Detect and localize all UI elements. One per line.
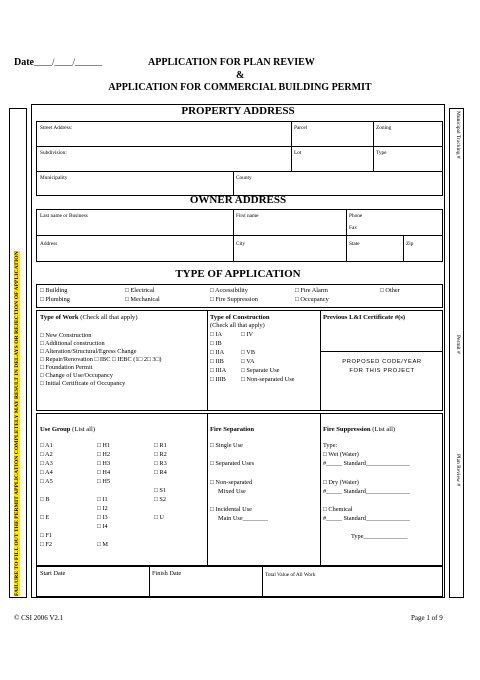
work-alteration-checkbox[interactable]: □ Alteration/Structural/Egress Change bbox=[40, 348, 137, 355]
separation-main-use-field[interactable]: Main Use________ bbox=[218, 515, 268, 522]
use-group-a1-checkbox[interactable]: □ A1 bbox=[40, 442, 53, 449]
construction-iv-checkbox[interactable]: □ IV bbox=[241, 331, 254, 338]
app-type-electrical-checkbox[interactable]: □ Electrical bbox=[125, 287, 155, 294]
use-group-i2-checkbox[interactable]: □ I2 bbox=[97, 505, 108, 512]
separation-mixed-use-label: Mixed Use bbox=[218, 488, 246, 495]
app-type-plumbing-checkbox[interactable]: □ Plumbing bbox=[40, 296, 70, 303]
dates-row bbox=[36, 566, 443, 597]
copyright-text: © CSI 2006 V2.1 bbox=[14, 614, 64, 622]
suppression-chemical-checkbox[interactable]: □ Chemical bbox=[323, 506, 353, 513]
use-group-r2-checkbox[interactable]: □ R2 bbox=[154, 451, 167, 458]
use-group-h5-checkbox[interactable]: □ H5 bbox=[97, 478, 111, 485]
use-group-s1-checkbox[interactable]: □ S1 bbox=[154, 487, 167, 494]
use-group-i4-checkbox[interactable]: □ I4 bbox=[97, 523, 108, 530]
finish-date-field[interactable]: Finish Date bbox=[152, 570, 182, 577]
construction-subtitle: (Check all that apply) bbox=[210, 322, 265, 329]
fire-separation-title: Fire Separation bbox=[210, 426, 255, 433]
date-blank: ____/____/______ bbox=[34, 57, 103, 67]
street-address-field[interactable]: Street Address: bbox=[40, 125, 73, 131]
owner-section-title: OWNER ADDRESS bbox=[189, 194, 287, 206]
use-group-a2-checkbox[interactable]: □ A2 bbox=[40, 451, 53, 458]
parcel-field[interactable]: Parcel bbox=[294, 125, 308, 131]
construction-non-separated-checkbox[interactable]: □ Non-separated Use bbox=[241, 376, 295, 383]
owner-address-field[interactable]: Address bbox=[40, 241, 58, 247]
owner-grid bbox=[36, 209, 443, 262]
work-foundation-permit-checkbox[interactable]: □ Foundation Permit bbox=[40, 364, 93, 371]
use-group-r4-checkbox[interactable]: □ R4 bbox=[154, 469, 167, 476]
property-grid bbox=[36, 121, 443, 196]
app-type-accessibility-checkbox[interactable]: □ Accessibility bbox=[210, 287, 248, 294]
use-group-a4-checkbox[interactable]: □ A4 bbox=[40, 469, 53, 476]
left-warning-text: FAILURE TO FILL OUT THE PERMIT APPLICATION COMPLETELY MAY RESULT IN DELAYS OR REJECTION OF APPLICATION bbox=[14, 251, 20, 596]
left-warning-strip bbox=[9, 108, 27, 598]
separation-single-use-checkbox[interactable]: □ Single Use bbox=[210, 442, 243, 449]
lot-field[interactable]: Lot bbox=[294, 150, 302, 156]
form-frame bbox=[31, 104, 445, 598]
suppression-dry-standard-field[interactable]: #_____ Standard______________ bbox=[323, 488, 410, 495]
use-group-a5-checkbox[interactable]: □ A5 bbox=[40, 478, 53, 485]
suppression-wet-standard-field[interactable]: #_____ Standard______________ bbox=[323, 460, 410, 467]
app-type-building-checkbox[interactable]: □ Building bbox=[40, 287, 68, 294]
date-label: Date bbox=[14, 57, 34, 68]
total-value-field[interactable]: Total Value of All Work bbox=[265, 572, 316, 578]
title-line1: APPLICATION FOR PLAN REVIEW bbox=[148, 57, 315, 68]
type-field[interactable]: Type bbox=[376, 150, 387, 156]
use-group-r3-checkbox[interactable]: □ R3 bbox=[154, 460, 167, 467]
separation-incidental-use-checkbox[interactable]: □ Incidental Use bbox=[210, 506, 252, 513]
suppression-type-label: Type: bbox=[323, 442, 338, 449]
construction-ia-checkbox[interactable]: □ IA bbox=[210, 331, 223, 338]
municipal-tracking-label: Municipal Tracking # bbox=[455, 111, 461, 159]
plan-review-label: Plan Review # bbox=[455, 454, 461, 487]
use-group-a3-checkbox[interactable]: □ A3 bbox=[40, 460, 53, 467]
owner-city-field[interactable]: City bbox=[236, 241, 246, 247]
use-group-h4-checkbox[interactable]: □ H4 bbox=[97, 469, 111, 476]
use-group-i3-checkbox[interactable]: □ I3 bbox=[97, 514, 108, 521]
date-field[interactable] bbox=[14, 57, 102, 68]
suppression-type-field[interactable]: Type______________ bbox=[351, 533, 408, 540]
suppression-dry-checkbox[interactable]: □ Dry (Water) bbox=[323, 479, 359, 486]
owner-phone-field[interactable]: Phone bbox=[349, 213, 363, 219]
use-group-u-checkbox[interactable]: □ U bbox=[154, 514, 164, 521]
app-type-section-title: TYPE OF APPLICATION bbox=[175, 268, 301, 280]
suppression-chemical-standard-field[interactable]: #_____ Standard______________ bbox=[323, 515, 410, 522]
proposed-code-label: PROPOSED CODE/YEAR FOR THIS PROJECT bbox=[342, 359, 422, 374]
work-additional-construction-checkbox[interactable]: □ Additional construction bbox=[40, 340, 105, 347]
property-section-title: PROPERTY ADDRESS bbox=[181, 105, 295, 117]
use-group-m-checkbox[interactable]: □ M bbox=[97, 541, 108, 548]
separation-non-separated-checkbox[interactable]: □ Non-separated bbox=[210, 479, 253, 486]
municipality-field[interactable]: Municipality bbox=[40, 175, 68, 181]
page-number: Page 1 of 9 bbox=[411, 614, 443, 622]
zoning-field[interactable]: Zoning bbox=[376, 125, 392, 131]
suppression-wet-checkbox[interactable]: □ Wet (Water) bbox=[323, 451, 359, 458]
construction-vb-checkbox[interactable]: □ VB bbox=[241, 349, 256, 356]
owner-first-name-field[interactable]: First name bbox=[236, 213, 259, 219]
use-group-i1-checkbox[interactable]: □ I1 bbox=[97, 496, 108, 503]
use-group-box bbox=[36, 413, 443, 566]
start-date-field[interactable]: Start Date bbox=[40, 570, 66, 577]
construction-iiia-checkbox[interactable]: □ IIIA bbox=[210, 367, 227, 374]
use-group-h3-checkbox[interactable]: □ H3 bbox=[97, 460, 111, 467]
use-group-e-checkbox[interactable]: □ E bbox=[40, 514, 50, 521]
construction-iiib-checkbox[interactable]: □ IIIB bbox=[210, 376, 226, 383]
owner-zip-field[interactable]: Zip bbox=[406, 241, 414, 247]
use-group-s2-checkbox[interactable]: □ S2 bbox=[154, 496, 167, 503]
use-group-r1-checkbox[interactable]: □ R1 bbox=[154, 442, 167, 449]
construction-iia-checkbox[interactable]: □ IIA bbox=[210, 349, 225, 356]
subdivision-field[interactable]: Subdivision: bbox=[40, 150, 67, 156]
right-tracking-strip bbox=[449, 108, 464, 598]
owner-last-name-field[interactable]: Last name or Business bbox=[40, 213, 88, 219]
work-change-of-use-checkbox[interactable]: □ Change of Use/Occupancy bbox=[40, 372, 113, 379]
app-type-occupancy-checkbox[interactable]: □ Occupancy bbox=[295, 296, 329, 303]
construction-title: Type of Construction bbox=[210, 314, 270, 321]
app-type-other-checkbox[interactable]: □ Other bbox=[380, 287, 400, 294]
title-ampersand: & bbox=[236, 70, 245, 81]
certificate-title: Previous L&I Certificate #(s) bbox=[323, 314, 406, 321]
use-group-b-checkbox[interactable]: □ B bbox=[40, 496, 50, 503]
work-repair-renovation-checkbox[interactable]: □ Repair/Renovation □ IBC □ IEBC (1□ 2□ 3□) bbox=[40, 356, 162, 363]
app-type-box bbox=[36, 284, 443, 308]
title-line2: APPLICATION FOR COMMERCIAL BUILDING PERMIT bbox=[108, 82, 372, 93]
app-type-fire-suppression-checkbox[interactable]: □ Fire Suppression bbox=[210, 296, 258, 303]
use-group-f1-checkbox[interactable]: □ F1 bbox=[40, 532, 53, 539]
work-initial-certificate-checkbox[interactable]: □ Initial Certificate of Occupancy bbox=[40, 380, 126, 387]
owner-state-field[interactable]: State bbox=[349, 241, 360, 247]
work-title: Type of Work (Check all that apply) bbox=[40, 314, 138, 321]
use-group-h1-checkbox[interactable]: □ H1 bbox=[97, 442, 111, 449]
use-group-f2-checkbox[interactable]: □ F2 bbox=[40, 541, 53, 548]
work-box bbox=[36, 310, 443, 411]
construction-separate-use-checkbox[interactable]: □ Separate Use bbox=[241, 367, 280, 374]
owner-fax-field[interactable]: Fax bbox=[349, 225, 357, 231]
use-group-h2-checkbox[interactable]: □ H2 bbox=[97, 451, 111, 458]
construction-iib-checkbox[interactable]: □ IIB bbox=[210, 358, 224, 365]
app-type-fire-alarm-checkbox[interactable]: □ Fire Alarm bbox=[295, 287, 328, 294]
app-type-mechanical-checkbox[interactable]: □ Mechanical bbox=[125, 296, 160, 303]
fire-suppression-title: Fire Suppression (List all) bbox=[323, 426, 396, 433]
use-group-title: Use Group (List all) bbox=[40, 426, 96, 433]
county-field[interactable]: County bbox=[236, 175, 252, 181]
separation-separated-uses-checkbox[interactable]: □ Separated Uses bbox=[210, 460, 255, 467]
construction-ib-checkbox[interactable]: □ IB bbox=[210, 340, 222, 347]
work-new-construction-checkbox[interactable]: □ New Construction bbox=[40, 332, 92, 339]
construction-va-checkbox[interactable]: □ VA bbox=[241, 358, 255, 365]
permit-number-label: Permit # bbox=[455, 335, 461, 354]
